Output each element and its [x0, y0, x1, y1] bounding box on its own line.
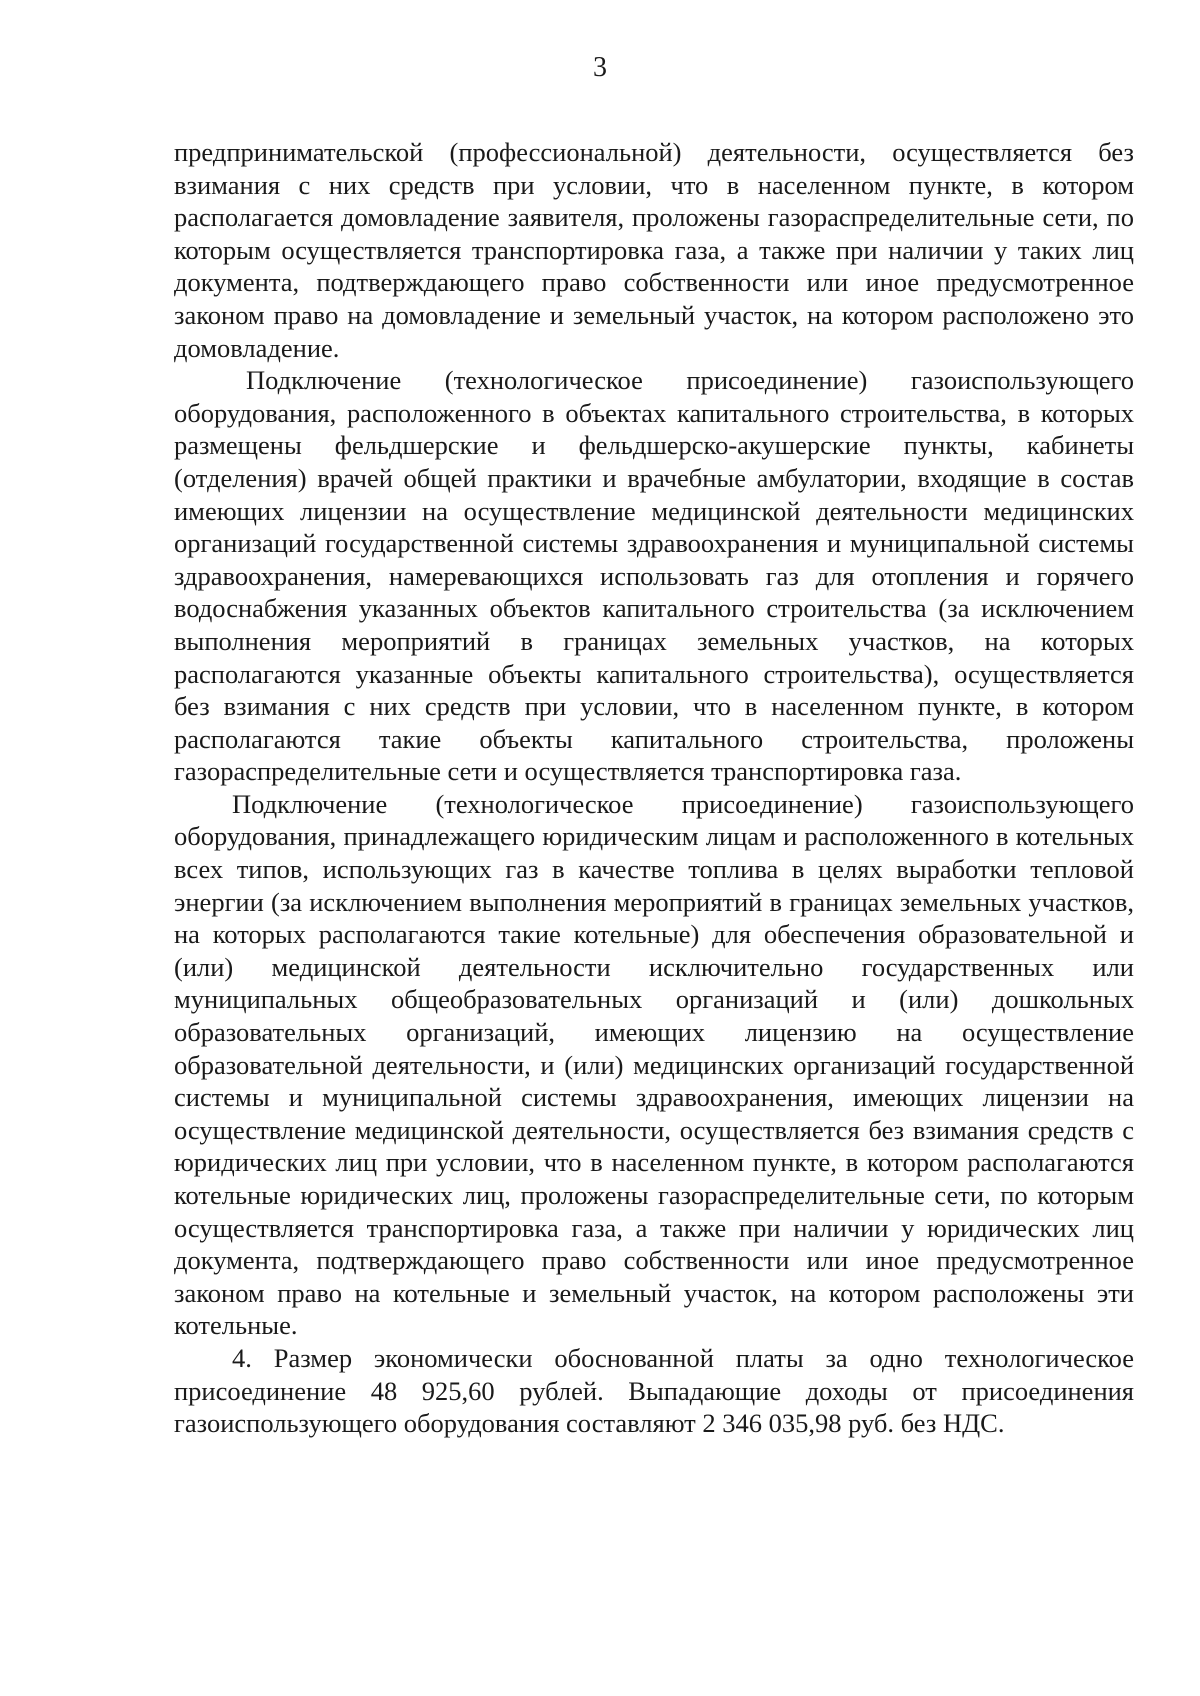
paragraph-boiler-houses: Подключение (технологическое присоединение) газоиспользующего оборудования, принадлежащего юридическим лицам и расположенного в котельных всех типов, использующих газ в качестве топлива в целях выработки тепловой энергии (за исключением выполнения мероприятий в границах земельных участков, на которых располагаются такие котельные) для обеспечения образовательной и (или) медицинской деятельности исключительно государственных или муниципальных общеобразовательных организаций и (или) дошкольных образовательных организаций, имеющих лицензию на осуществление образовательной деятельности, и (или) медицинских организаций государственной системы и муниципальной системы здравоохранения, имеющих лицензии на осуществление медицинской деятельности, осуществляется без взимания средств с юридических лиц при условии, что в населенном пункте, в котором располагаются котельные юридических лиц, проложены газораспределительные сети, по которым осуществляется транспортировка газа, а также при наличии у юридических лиц документа, подтверждающего право собственности или иное предусмотренное законом право на котельные и земельный участок, на котором расположены эти котельные. — [174, 788, 1134, 1341]
paragraph-medical-points: Подключение (технологическое присоединение) газоиспользующего оборудования, расположенного в объектах капитального строительства, в которых размещены фельдшерские и фельдшерско-акушерские пункты, кабинеты (отделения) врачей общей практики и врачебные амбулатории, входящие в состав имеющих лицензии на осуществление медицинской деятельности медицинских организаций государственной системы здравоохранения и муниципальной системы здравоохранения, намеревающихся использовать газ для отопления и горячего водоснабжения указанных объектов капитального строительства (за исключением выполнения мероприятий в границах земельных участков, на которых располагаются указанные объекты капитального строительства), осуществляется без взимания с них средств при условии, что в населенном пункте, в котором располагаются такие объекты капитального строительства, проложены газораспределительные сети и осуществляется транспортировка газа. — [174, 365, 1134, 787]
page-number: 3 — [593, 52, 607, 83]
document-body — [174, 136, 1134, 1440]
paragraph-continuation: предпринимательской (профессиональной) деятельности, осуществляется без взимания с них средств при условии, что в населенном пункте, в котором располагается домовладение заявителя, проложены газораспределительные сети, по которым осуществляется транспортировка газа, а также при наличии у таких лиц документа, подтверждающего право собственности или иное предусмотренное законом право на домовладение и земельный участок, на котором расположено это домовладение. — [174, 137, 1134, 363]
paragraph-fee-size: 4. Размер экономически обоснованной платы за одно технологическое присоединение 48 925,60 рублей. Выпадающие доходы от присоединения газоиспользующего оборудования составляют 2 346 035,98 руб. без НДС. — [174, 1342, 1134, 1439]
